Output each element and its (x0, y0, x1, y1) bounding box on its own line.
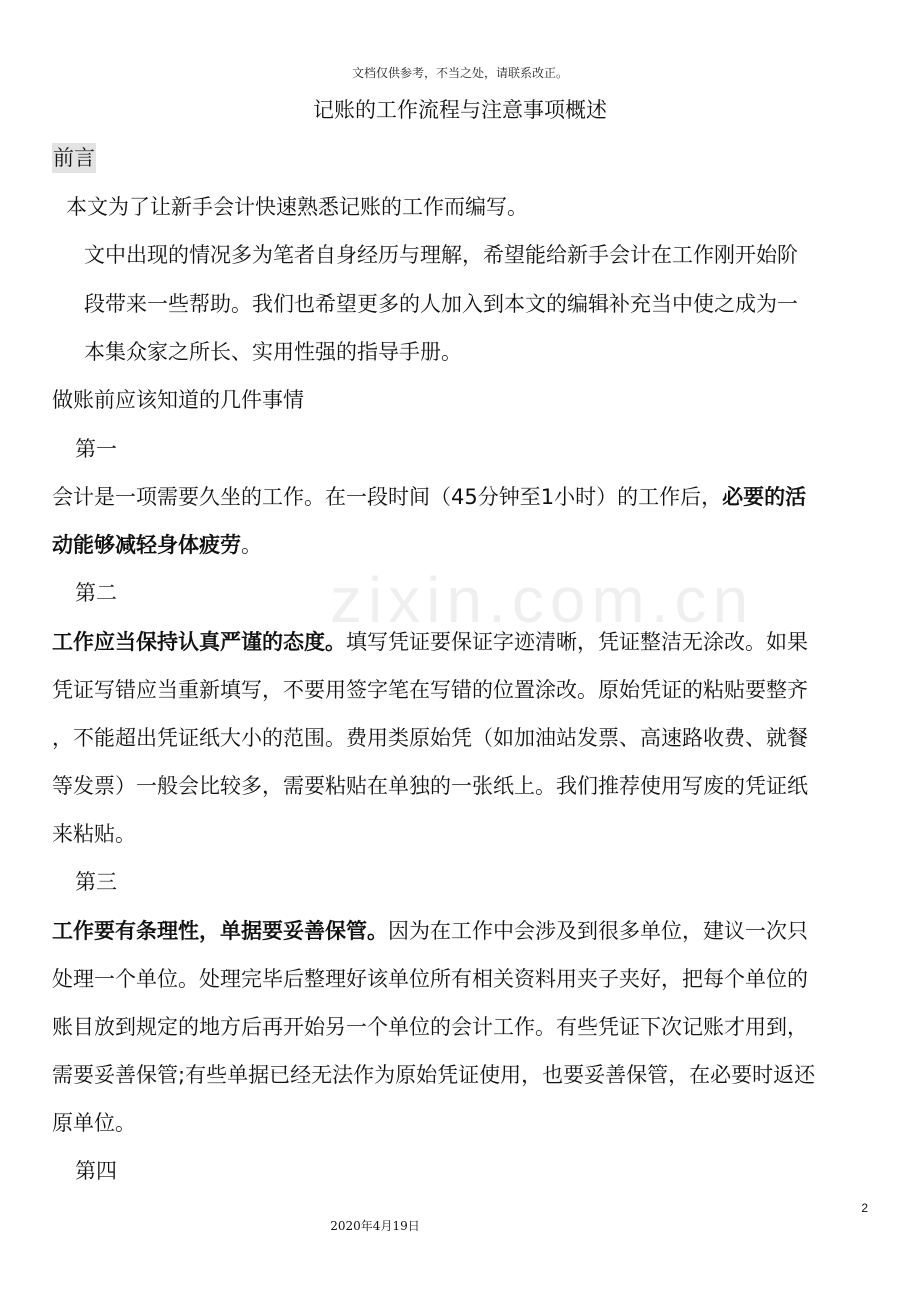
page-number: 2 (861, 1201, 868, 1215)
item-2-line-3: ，不能超出凭证纸大小的范围。费用类原始凭（如加油站发票、高速路收费、就餐 (52, 726, 808, 750)
preface-line-1: 本文为了让新手会计快速熟悉记账的工作而编写。 (66, 195, 528, 219)
document-title: 记账的工作流程与注意事项概述 (313, 98, 607, 122)
item-4-label: 第四 (75, 1159, 117, 1183)
item-3-line-2: 处理一个单位。处理完毕后整理好该单位所有相关资料用夹子夹好，把每个单位的 (52, 967, 808, 991)
item-3-emphasis: 工作要有条理性，单据要妥善保管。 (52, 919, 388, 943)
item-1-line-2 (52, 530, 262, 560)
item-2-line-4: 等发票）一般会比较多，需要粘贴在单独的一张纸上。我们推荐使用写废的凭证纸 (52, 774, 808, 798)
item-3-line-4: 需要妥善保管;有些单据已经无法作为原始凭证使用，也要妥善保管，在必要时返还 (52, 1063, 816, 1087)
watermark: zixin.com.cn (330, 564, 755, 636)
item-2-emphasis: 工作应当保持认真严谨的态度。 (52, 630, 346, 654)
item-1-line-1-text: 会计是一项需要久坐的工作。在一段时间（45分钟至1小时）的工作后， (52, 485, 723, 509)
preface-line-4: 本集众家之所长、实用性强的指导手册。 (84, 340, 462, 364)
header-note: 文档仅供参考，不当之处，请联系改正。 (351, 66, 568, 80)
preface-line-3: 段带来一些帮助。我们也希望更多的人加入到本文的编辑补充当中使之成为一 (84, 292, 798, 316)
item-2-line-5: 来粘贴。 (52, 822, 136, 846)
item-1-emphasis-end: 动能够减轻身体疲劳 (52, 533, 241, 557)
section-heading: 做账前应该知道的几件事情 (52, 388, 304, 412)
item-1-label: 第一 (75, 437, 117, 461)
preface-line-2: 文中出现的情况多为笔者自身经历与理解，希望能给新手会计在工作刚开始阶 (84, 243, 798, 267)
item-2-line-1-text: 填写凭证要保证字迹清晰，凭证整洁无涂改。如果 (346, 630, 808, 654)
item-3-label: 第三 (75, 870, 117, 894)
footer-date: 2020年4月19日 (330, 1219, 420, 1233)
preface-heading: 前言 (52, 143, 96, 173)
item-3-line-1 (52, 916, 808, 946)
item-1-line-1 (52, 482, 806, 512)
item-3-line-5: 原单位。 (52, 1111, 136, 1135)
item-3-line-3: 账目放到规定的地方后再开始另一个单位的会计工作。有些凭证下次记账才用到， (52, 1015, 808, 1039)
item-1-line-2-text: 。 (241, 533, 262, 557)
item-2-line-1 (52, 627, 808, 657)
item-2-label: 第二 (75, 581, 117, 605)
item-1-emphasis-start: 必要的活 (722, 485, 807, 509)
item-3-line-1-text: 因为在工作中会涉及到很多单位，建议一次只 (388, 919, 808, 943)
item-2-line-2: 凭证写错应当重新填写，不要用签字笔在写错的位置涂改。原始凭证的粘贴要整齐 (52, 678, 808, 702)
